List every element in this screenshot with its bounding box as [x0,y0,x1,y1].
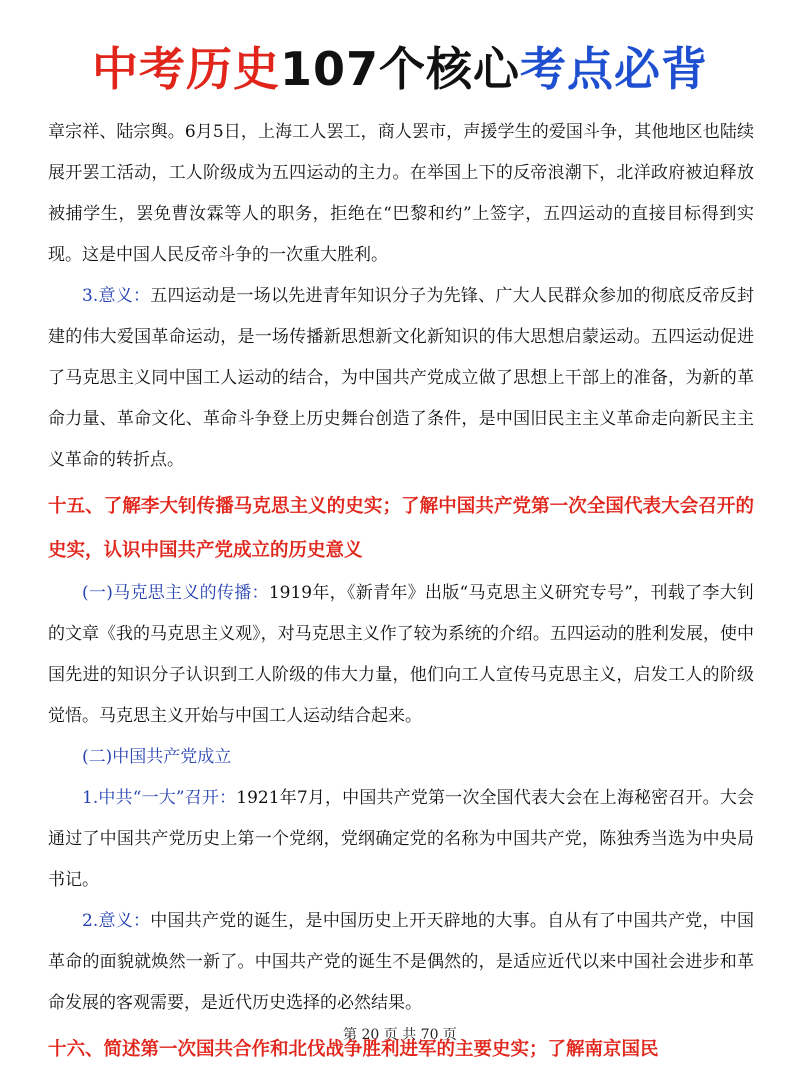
document-body [48,112,754,1072]
paragraph-label: 1.中共“一大”召开： [82,788,237,808]
paragraph-text: 章宗祥、陆宗舆。6月5日，上海工人罢工，商人罢市，声援学生的爱国斗争，其他地区也陆续展开罢工活动，工人阶级成为五四运动的主力。在举国上下的反帝浪潮下，北洋政府被迫释放被捕学生，罢免曹汝霖等人的职务，拒绝在“巴黎和约”上签字，五四运动的直接目标得到实现。这是中国人民反帝斗争的一次重大胜利。 [48,122,754,265]
banner-title [0,30,800,108]
paragraph-text: 1921年7月，中国共产党第一次全国代表大会在上海秘密召开。大会通过了中国共产党历史上第一个党纲，党纲确定党的名称为中国共产党，陈独秀当选为中央局书记。 [48,788,754,890]
body-paragraph [48,901,754,1024]
paragraph-text: 五四运动是一场以先进青年知识分子为先锋、广大人民群众参加的彻底反帝反封建的伟大爱国革命运动，是一场传播新思想新文化新知识的伟大思想启蒙运动。五四运动促进了马克思主义同中国工人运动的结合，为中国共产党成立做了思想上干部上的准备，为新的革命力量、革命文化、革命斗争登上历史舞台创造了条件，是中国旧民主主义革命走向新民主主义革命的转折点。 [48,286,754,470]
section-heading: 十五、了解李大钊传播马克思主义的史实；了解中国共产党第一次全国代表大会召开的史实，认识中国共产党成立的历史意义 [48,496,754,561]
body-paragraph [48,112,754,276]
body-paragraph [48,276,754,481]
paragraph-text: 1919年，《新青年》出版“马克思主义研究专号”，刊载了李大钊的文章《我的马克思主义观》，对马克思主义作了较为系统的介绍。五四运动的胜利发展，使中国先进的知识分子认识到工人阶级的伟大力量，他们向工人宣传马克思主义，启发工人的阶级觉悟。马克思主义开始与中国工人运动结合起来。 [48,583,754,726]
paragraph-label: 3.意义： [82,286,151,306]
body-paragraph [48,737,754,778]
banner-title-part-1: 中考历史 [91,42,280,96]
paragraph-text: 中国共产党的诞生，是中国历史上开天辟地的大事。自从有了中国共产党，中国革命的面貌就焕然一新了。中国共产党的诞生不是偶然的，是适应近代以来中国社会进步和革命发展的客观需要，是近代历史选择的必然结果。 [48,911,754,1013]
body-paragraph [48,573,754,737]
paragraph-label: (二)中国共产党成立 [82,747,232,767]
banner-title-part-3: 考点必背 [520,42,709,96]
banner-title-part-2: 107个核心 [279,42,521,96]
paragraph-label: 2.意义： [82,911,151,931]
body-paragraph [48,778,754,901]
section-heading: 十六、简述第一次国共合作和北伐战争胜利进军的主要史实；了解南京国民 [48,1039,659,1060]
page-number-footer: 第 20 页 共 70 页 [343,1027,457,1043]
paragraph-label: (一)马克思主义的传播： [82,583,269,603]
